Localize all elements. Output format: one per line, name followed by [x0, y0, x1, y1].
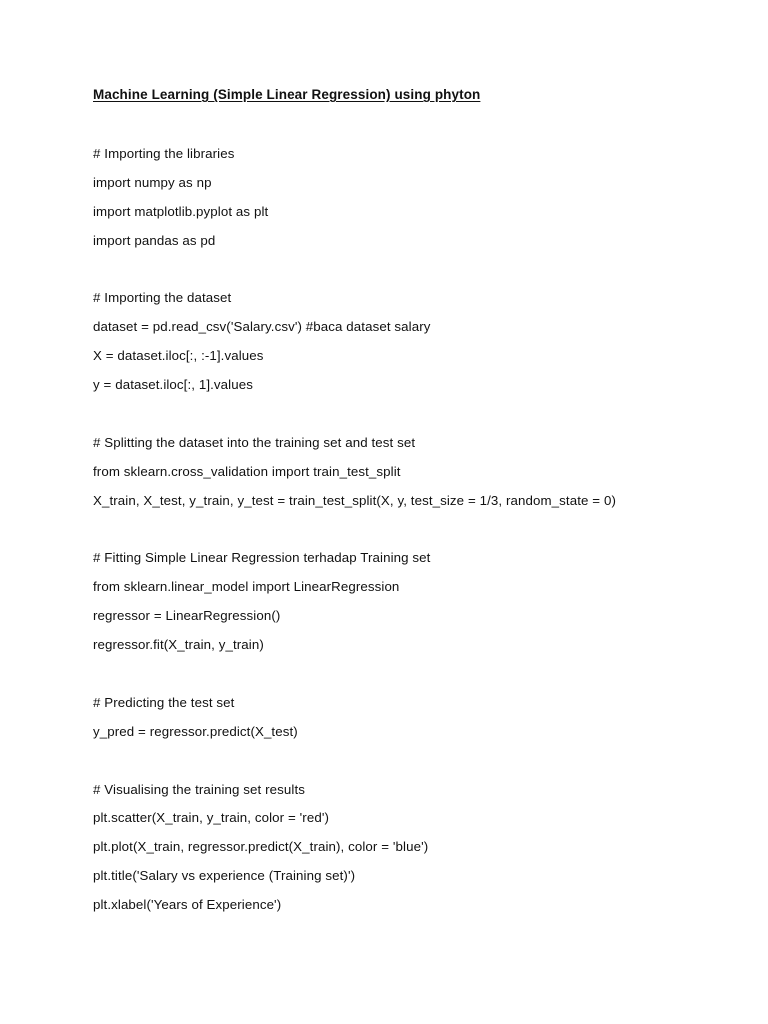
- blank-line: [93, 666, 733, 695]
- blank-line: [93, 406, 733, 435]
- code-line: import matplotlib.pyplot as plt: [93, 203, 269, 219]
- comment-line: # Visualising the training set results: [93, 781, 305, 797]
- code-line: from sklearn.cross_validation import train_test_split: [93, 463, 401, 479]
- code-line: X_train, X_test, y_train, y_test = train_test_split(X, y, test_size = 1/3, random_state = 0): [93, 492, 616, 508]
- code-line: regressor.fit(X_train, y_train): [93, 637, 264, 653]
- code-line: y_pred = regressor.predict(X_test): [93, 723, 298, 739]
- code-line: y = dataset.iloc[:, 1].values: [93, 377, 253, 393]
- blank-line: [93, 262, 733, 291]
- code-line: plt.plot(X_train, regressor.predict(X_train), color = 'blue'): [93, 839, 429, 855]
- code-line: plt.xlabel('Years of Experience'): [93, 897, 282, 913]
- code-line: plt.scatter(X_train, y_train, color = 'red'): [93, 810, 329, 826]
- code-line: from sklearn.linear_model import LinearRegression: [93, 579, 400, 595]
- code-line: dataset = pd.read_csv('Salary.csv') #baca dataset salary: [93, 319, 431, 335]
- comment-line: # Importing the libraries: [93, 146, 235, 161]
- code-line: import pandas as pd: [93, 232, 216, 248]
- code-line: import numpy as np: [93, 174, 212, 190]
- code-line: plt.title('Salary vs experience (Training set)'): [93, 868, 356, 884]
- comment-line: # Fitting Simple Linear Regression terhadap Training set: [93, 550, 431, 566]
- document-title: Machine Learning (Simple Linear Regression) using phyton: [93, 87, 481, 102]
- code-line: X = dataset.iloc[:, :-1].values: [93, 348, 264, 364]
- blank-line: [93, 753, 733, 782]
- blank-line: [93, 522, 733, 551]
- code-listing: [93, 146, 733, 926]
- comment-line: # Importing the dataset: [93, 290, 232, 306]
- code-line: regressor = LinearRegression(): [93, 608, 281, 624]
- comment-line: # Predicting the test set: [93, 694, 235, 710]
- comment-line: # Splitting the dataset into the training set and test set: [93, 434, 416, 450]
